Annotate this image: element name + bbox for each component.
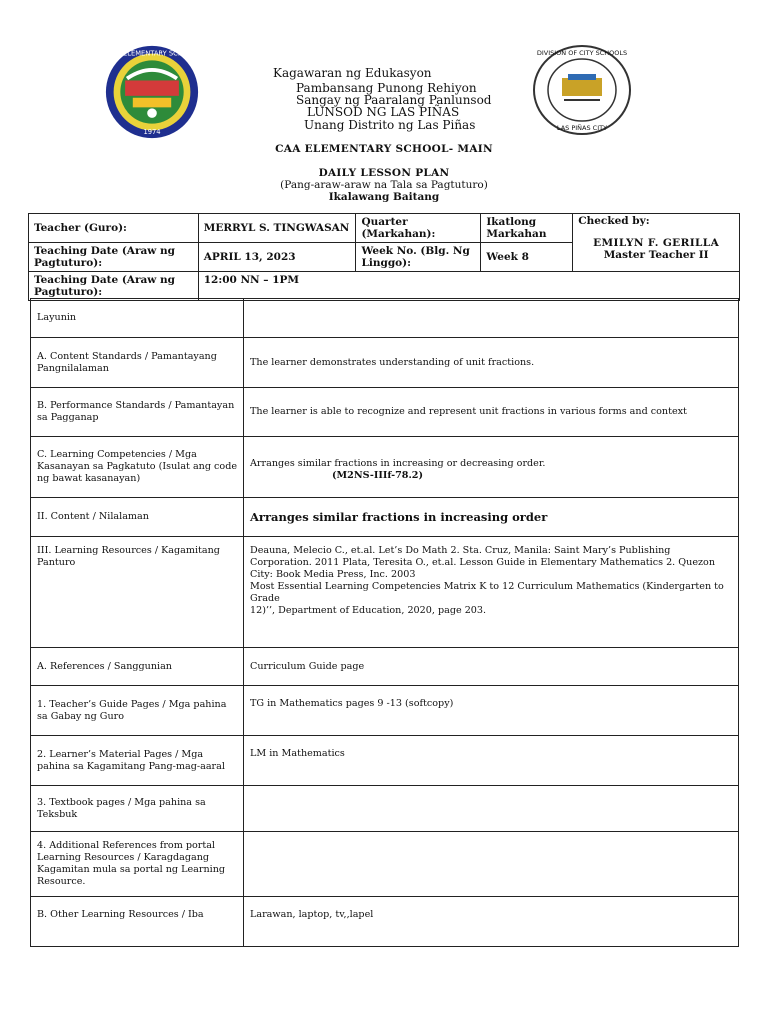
textbook-label: 3. Textbook pages / Mga pahina sa Teksbuk <box>31 786 244 832</box>
agency-line: Unang Distrito ng Las Piñas <box>304 118 476 132</box>
content-label: II. Content / Nilalaman <box>31 498 244 537</box>
table-row <box>31 736 739 786</box>
logo-left-text: CAA ELEMENTARY SCHOOL <box>106 49 198 58</box>
time-label: Teaching Date (Araw ng Pagtuturo): <box>29 272 199 301</box>
logo-left-year: 1974 <box>143 128 161 137</box>
other-resources-label: B. Other Learning Resources / Iba <box>31 897 244 947</box>
table-row <box>31 388 739 437</box>
performance-standards-label: B. Performance Standards / Pamantayan sa Pagganap <box>31 388 244 437</box>
week-value: Week 8 <box>481 243 573 272</box>
table-row <box>31 437 739 498</box>
quarter-label: Quarter (Markahan): <box>356 214 481 243</box>
date-value: APRIL 13, 2023 <box>198 243 356 272</box>
learners-material-label: 2. Learner’s Material Pages / Mga pahina sa Kagamitang Pang-mag-aaral <box>31 736 244 786</box>
table-row <box>31 648 739 686</box>
agency-line: Pambansang Punong Rehiyon <box>296 81 477 95</box>
learning-competencies-label: C. Learning Competencies / Mga Kasanayan sa Pagkatuto (Isulat ang code ng bawat kasanayan) <box>31 437 244 498</box>
objectives-value <box>244 299 739 338</box>
references-label: A. References / Sanggunian <box>31 648 244 686</box>
content-standards-value: The learner demonstrates understanding of unit fractions. <box>244 338 739 388</box>
textbook-value <box>244 786 739 832</box>
date-label: Teaching Date (Araw ng Pagtuturo): <box>29 243 199 272</box>
table-row <box>31 686 739 736</box>
week-label: Week No. (Blg. Ng Linggo): <box>356 243 481 272</box>
school-name: CAA ELEMENTARY SCHOOL- MAIN <box>275 143 493 155</box>
agency-line: LUNSOD NG LAS PIÑAS <box>307 105 460 119</box>
lesson-plan-table <box>30 298 739 947</box>
checked-by-cell <box>573 214 740 272</box>
lesson-info-table <box>28 213 740 301</box>
table-row <box>31 299 739 338</box>
table-row <box>31 537 739 648</box>
resource-line: Deauna, Melecio C., et.al. Let’s Do Math 2. Sta. Cruz, Manila: Saint Mary’s Publishing Corporation. 2011 Plata, Teresita O., et.al. Lesson Guide in Elementary Mathematics 2. Quezon City: Book Media Press, Inc. 2003 <box>250 545 716 580</box>
division-seal-logo <box>532 44 632 136</box>
table-row <box>31 832 739 897</box>
content-standards-label: A. Content Standards / Pamantayang Pangnilalaman <box>31 338 244 388</box>
learning-resources-label: III. Learning Resources / Kagamitang Panturo <box>31 537 244 648</box>
agency-line: Sangay ng Paaralang Panlunsod <box>296 93 492 107</box>
teacher-label: Teacher (Guro): <box>29 214 199 243</box>
checker-title: Master Teacher II <box>603 249 709 261</box>
competency-code: (M2NS-IIIf-78.2) <box>332 470 424 481</box>
performance-standards-value: The learner is able to recognize and represent unit fractions in various forms and context <box>244 388 739 437</box>
school-seal-logo <box>104 44 200 140</box>
logo-right-bottom-text: LAS PIÑAS CITY <box>556 124 608 132</box>
grade-level: Ikalawang Baitang <box>328 191 440 203</box>
table-row <box>31 897 739 947</box>
teacher-value: MERRYL S. TINGWASAN <box>198 214 356 243</box>
teachers-guide-value: TG in Mathematics pages 9 -13 (softcopy) <box>244 686 739 736</box>
agency-line: Kagawaran ng Edukasyon <box>273 66 432 80</box>
quarter-value: Ikatlong Markahan <box>481 214 573 243</box>
checked-by-label: Checked by: <box>578 215 650 227</box>
learners-material-value: LM in Mathematics <box>244 736 739 786</box>
table-row <box>31 338 739 388</box>
learning-resources-cell <box>244 537 739 648</box>
plan-title: DAILY LESSON PLAN <box>318 167 450 179</box>
additional-references-label: 4. Additional References from portal Learning Resources / Karagdagang Kagamitan mula sa portal ng Learning Resource. <box>31 832 244 897</box>
additional-references-value <box>244 832 739 897</box>
resource-line: Most Essential Learning Competencies Matrix K to 12 Curriculum Mathematics (Kindergarten to Grade <box>250 581 724 604</box>
plan-subtitle: (Pang-araw-araw na Tala sa Pagtuturo) <box>280 179 488 191</box>
checker-name: EMILYN F. GERILLA <box>593 237 720 249</box>
table-row <box>31 498 739 537</box>
objectives-label: Layunin <box>31 299 244 338</box>
time-value: 12:00 NN – 1PM <box>198 272 739 301</box>
learning-competencies-cell <box>244 437 739 498</box>
teachers-guide-label: 1. Teacher’s Guide Pages / Mga pahina sa Gabay ng Guro <box>31 686 244 736</box>
other-resources-value: Larawan, laptop, tv,,lapel <box>244 897 739 947</box>
table-row <box>31 786 739 832</box>
resource-line: 12)’’, Department of Education, 2020, page 203. <box>250 605 487 616</box>
references-value: Curriculum Guide page <box>244 648 739 686</box>
content-value: Arranges similar fractions in increasing order <box>244 498 739 537</box>
logo-right-top-text: DIVISION OF CITY SCHOOLS <box>536 49 628 57</box>
learning-competencies-value: Arranges similar fractions in increasing or decreasing order. <box>250 458 546 469</box>
